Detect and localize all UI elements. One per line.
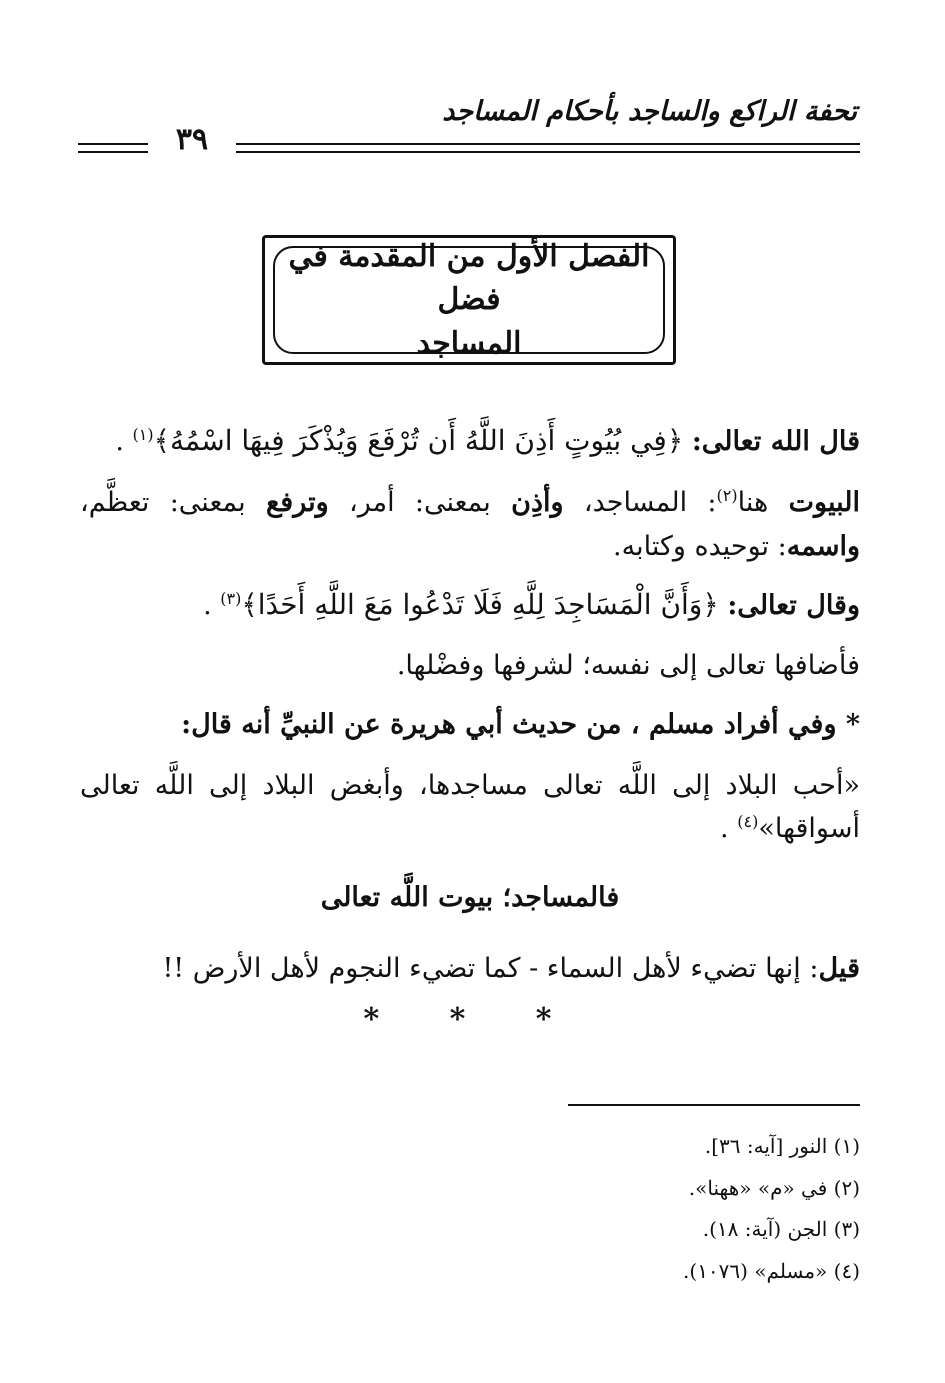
verse-2-lead: وقال تعالى:	[727, 590, 860, 621]
footnote-4: (٤) «مسلم» (١٠٧٦).	[683, 1259, 860, 1283]
chapter-title-line2: المساجد	[416, 325, 522, 361]
verse-1-end: .	[115, 426, 124, 457]
chapter-title-box	[262, 235, 676, 365]
explanation-line-1	[80, 486, 860, 518]
hadith-intro: * وفي أفراد مسلم ، من حديث أبي هريرة عن النبيِّ أنه قال:	[181, 709, 860, 740]
word-buyut: البيوت	[788, 487, 860, 518]
footnote-ref-4: (٤)	[737, 812, 759, 831]
saying-line	[80, 953, 860, 984]
footnote-ref-2: (٢)	[716, 486, 738, 505]
saying-lead: قيل	[818, 953, 860, 984]
word-adhina: وأذِن	[511, 487, 564, 518]
meaning-ismuhu: : توحيده وكتابه.	[613, 531, 787, 562]
explanation-line-2	[80, 531, 860, 562]
word-ismuhu: واسمه	[786, 531, 860, 562]
running-title: تحفة الراكع والساجد بأحكام المساجد	[442, 96, 857, 127]
verse-line-2	[80, 588, 860, 621]
footnote-ref-3: (٣)	[220, 589, 242, 608]
word-turfa: وترفع	[265, 487, 329, 518]
word-huna: هنا$^{(٢)}$: المساجد،	[583, 486, 769, 518]
footnote-rule	[568, 1104, 860, 1106]
header-rule-right	[236, 143, 860, 153]
hadith-end-dot: .	[720, 813, 729, 844]
page-number: ٣٩	[175, 122, 209, 157]
meaning-turfa: بمعنى: تعظَّم،	[80, 487, 246, 518]
footnote-2: (٢) في «م» «ههنا».	[688, 1176, 860, 1200]
verse-1-lead: قال الله تعالى:	[691, 426, 860, 457]
footnote-3: (٣) الجن (آية: ١٨).	[702, 1217, 860, 1241]
chapter-title-line1: الفصل الأول من المقدمة في فضل	[288, 238, 650, 318]
footnote-ref-1: (١)	[132, 425, 154, 444]
verse-line-1	[80, 424, 860, 457]
verse-2-text: ﴿وَأَنَّ الْمَسَاجِدَ لِلَّهِ فَلَا تَدْعُوا مَعَ اللَّهِ أَحَدًا﴾	[241, 588, 719, 621]
saying-text: : إنها تضيء لأهل السماء - كما تضيء النجوم لأهل الأرض !!	[162, 953, 819, 984]
footnote-1: (١) النور [آيه: ٣٦].	[704, 1134, 860, 1158]
hadith-text-line-2	[80, 812, 860, 844]
section-heading: فالمساجد؛ بيوت اللَّه تعالى	[320, 882, 620, 913]
explanation-line-3: فأضافها تعالى إلى نفسه؛ لشرفها وفضْلها.	[396, 650, 860, 681]
verse-1-text: ﴿فِي بُيُوتٍ أَذِنَ اللَّهُ أَن تُرْفَعَ وَيُذْكَرَ فِيهَا اسْمُهُ﴾	[153, 424, 684, 457]
hadith-text-line-1: «أحب البلاد إلى اللَّه تعالى مساجدها، وأبغض البلاد إلى اللَّه تعالى	[80, 770, 860, 801]
header-rule-left	[78, 143, 148, 153]
chapter-title-frame	[273, 238, 665, 361]
meaning-adhina: بمعنى: أمر،	[349, 487, 491, 518]
section-separator-stars: * * *	[363, 1002, 582, 1037]
hadith-text-end: أسواقها»	[758, 813, 860, 844]
verse-2-end: .	[203, 590, 212, 621]
